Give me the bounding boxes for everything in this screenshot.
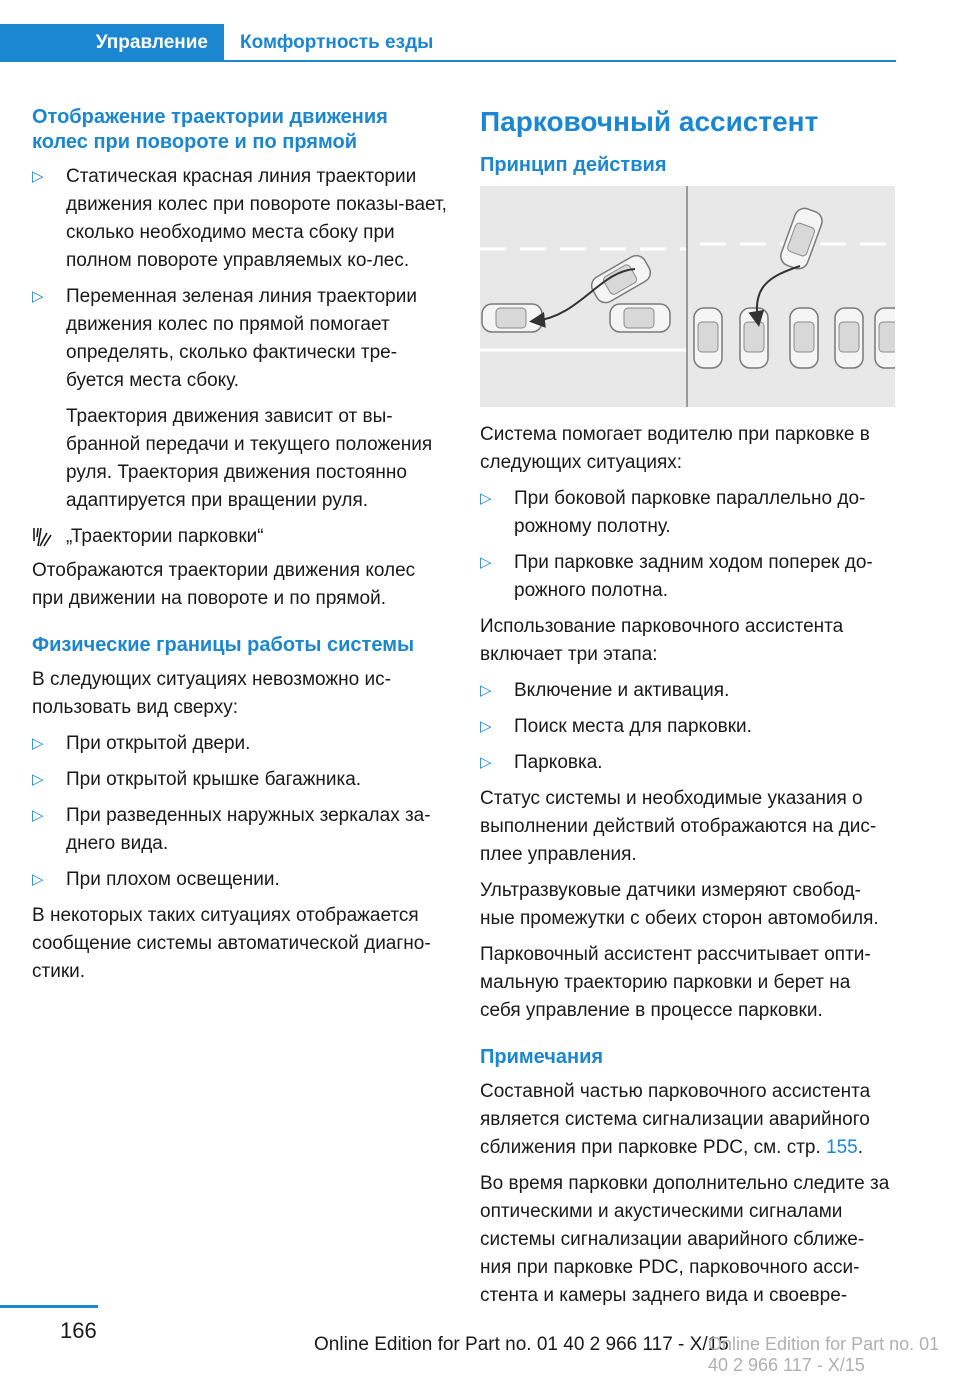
left-column bbox=[32, 105, 447, 994]
bullet-triangle-icon: ▷ bbox=[480, 754, 492, 771]
list-item bbox=[32, 730, 447, 758]
bullet-triangle-icon: ▷ bbox=[480, 490, 492, 507]
bullet-triangle-icon: ▷ bbox=[32, 735, 44, 752]
bullet-triangle-icon: ▷ bbox=[32, 871, 44, 888]
paragraph bbox=[480, 1078, 895, 1162]
paragraph: Ультразвуковые датчики измеряют свобод-ные промежутки с обеих сторон автомобиля. bbox=[480, 880, 879, 929]
list-item-text: Парковка. bbox=[514, 752, 603, 773]
list-item bbox=[480, 485, 895, 541]
parked-car bbox=[875, 308, 895, 368]
parking-diagram bbox=[480, 186, 895, 407]
list-item-text: Статическая красная линия траектории движения колес при повороте показы-вает, сколько необходимо места сбоку при полном повороте управляемых ко-лес. bbox=[66, 166, 447, 271]
list-item-text: При боковой парковке параллельно до-рожному полотну. bbox=[514, 488, 866, 537]
bullet-triangle-icon: ▷ bbox=[32, 288, 44, 305]
bullet-triangle-icon: ▷ bbox=[32, 771, 44, 788]
parked-car bbox=[740, 308, 768, 368]
menu-option-parking-lines bbox=[32, 523, 447, 551]
bullet-triangle-icon: ▷ bbox=[480, 718, 492, 735]
paragraph-text: Составной частью парковочного ассистента является система сигнализации аварийного сближения при парковке PDC, см. стр. bbox=[480, 1081, 871, 1158]
parking-lines-icon bbox=[32, 527, 52, 547]
paragraph: Во время парковки дополнительно следите за оптическими и акустическими сигналами системы сигнализации аварийного сближе-ния при парковке PDC, парковочного асси-стента и камеры заднего вида и своевре- bbox=[480, 1173, 890, 1306]
list-item bbox=[32, 866, 447, 894]
list-item-text: Включение и активация. bbox=[514, 680, 730, 701]
paragraph: Использование парковочного ассистента включает три этапа: bbox=[480, 616, 844, 665]
page-title: Парковочный ассистент bbox=[480, 106, 819, 137]
parked-car bbox=[482, 304, 542, 332]
section-heading-trajectory: Отображение траектории движения колес при повороте и по прямой bbox=[32, 106, 388, 153]
paragraph: Статус системы и необходимые указания о выполнении действий отображаются на дис-плее управления. bbox=[480, 788, 877, 865]
list-item bbox=[480, 749, 895, 777]
right-column bbox=[480, 105, 895, 1318]
paragraph: В следующих ситуациях невозможно ис-пользовать вид сверху: bbox=[32, 669, 391, 718]
bullet-triangle-icon: ▷ bbox=[32, 807, 44, 824]
list-item bbox=[32, 802, 447, 858]
header-rule bbox=[224, 60, 896, 62]
list-item-text: При открытой крышке багажника. bbox=[66, 769, 362, 790]
paragraph: В некоторых таких ситуациях отображается сообщение системы автоматической диагно-стики. bbox=[32, 905, 431, 982]
bullet-triangle-icon: ▷ bbox=[480, 682, 492, 699]
paragraph: Система помогает водителю при парковке в следующих ситуациях: bbox=[480, 424, 870, 473]
bullet-triangle-icon: ▷ bbox=[480, 554, 492, 571]
paragraph-end: . bbox=[857, 1137, 864, 1158]
list-item-text: При открытой двери. bbox=[66, 733, 251, 754]
parked-car bbox=[610, 304, 670, 332]
list-item bbox=[480, 549, 895, 605]
bullet-triangle-icon: ▷ bbox=[32, 168, 44, 185]
edition-note: Online Edition for Part no. 01 40 2 966 117 - X/15 bbox=[314, 1334, 729, 1355]
paragraph: Отображаются траектории движения колес при движении на повороте и по прямой. bbox=[32, 560, 416, 609]
list-item bbox=[32, 283, 447, 395]
list-item-text: Переменная зеленая линия траектории движения колес по прямой помогает определять, сколько фактически тре-буется места сбоку. bbox=[66, 286, 417, 391]
section-heading-notes: Примечания bbox=[480, 1046, 604, 1068]
list-item bbox=[32, 766, 447, 794]
tab-driving-comfort[interactable]: Комфортность езды bbox=[240, 32, 434, 53]
list-item-text: При парковке задним ходом поперек до-рожного полотна. bbox=[514, 552, 873, 601]
list-item bbox=[480, 677, 895, 705]
page-number: 166 bbox=[60, 1318, 97, 1343]
watermark: Online Edition for Part no. 01 40 2 966 117 - X/15 bbox=[708, 1334, 940, 1375]
section-heading-principle: Принцип действия bbox=[480, 154, 667, 176]
parked-car bbox=[835, 308, 863, 368]
parked-car bbox=[790, 308, 818, 368]
list-item bbox=[480, 713, 895, 741]
parked-car bbox=[694, 308, 722, 368]
list-item-text: Поиск места для парковки. bbox=[514, 716, 752, 737]
list-item-subtext: Траектория движения зависит от вы-бранной передачи и текущего положения руля. Траектория движения постоянно адаптируется при вращении руля. bbox=[66, 406, 433, 511]
header-tabs bbox=[0, 24, 960, 64]
page-reference-link[interactable]: 155 bbox=[826, 1137, 858, 1158]
paragraph: Парковочный ассистент рассчитывает опти-мальную траекторию парковки и берет на себя управление в процессе парковки. bbox=[480, 944, 871, 1021]
footer-rule bbox=[0, 1305, 98, 1308]
list-item-text: При плохом освещении. bbox=[66, 869, 280, 890]
list-item bbox=[32, 163, 447, 275]
menu-option-label: „Траектории парковки“ bbox=[66, 526, 264, 547]
list-item-text: При разведенных наружных зеркалах за-днего вида. bbox=[66, 805, 431, 854]
section-heading-limits: Физические границы работы системы bbox=[32, 634, 415, 656]
tab-control[interactable]: Управление bbox=[0, 24, 224, 62]
